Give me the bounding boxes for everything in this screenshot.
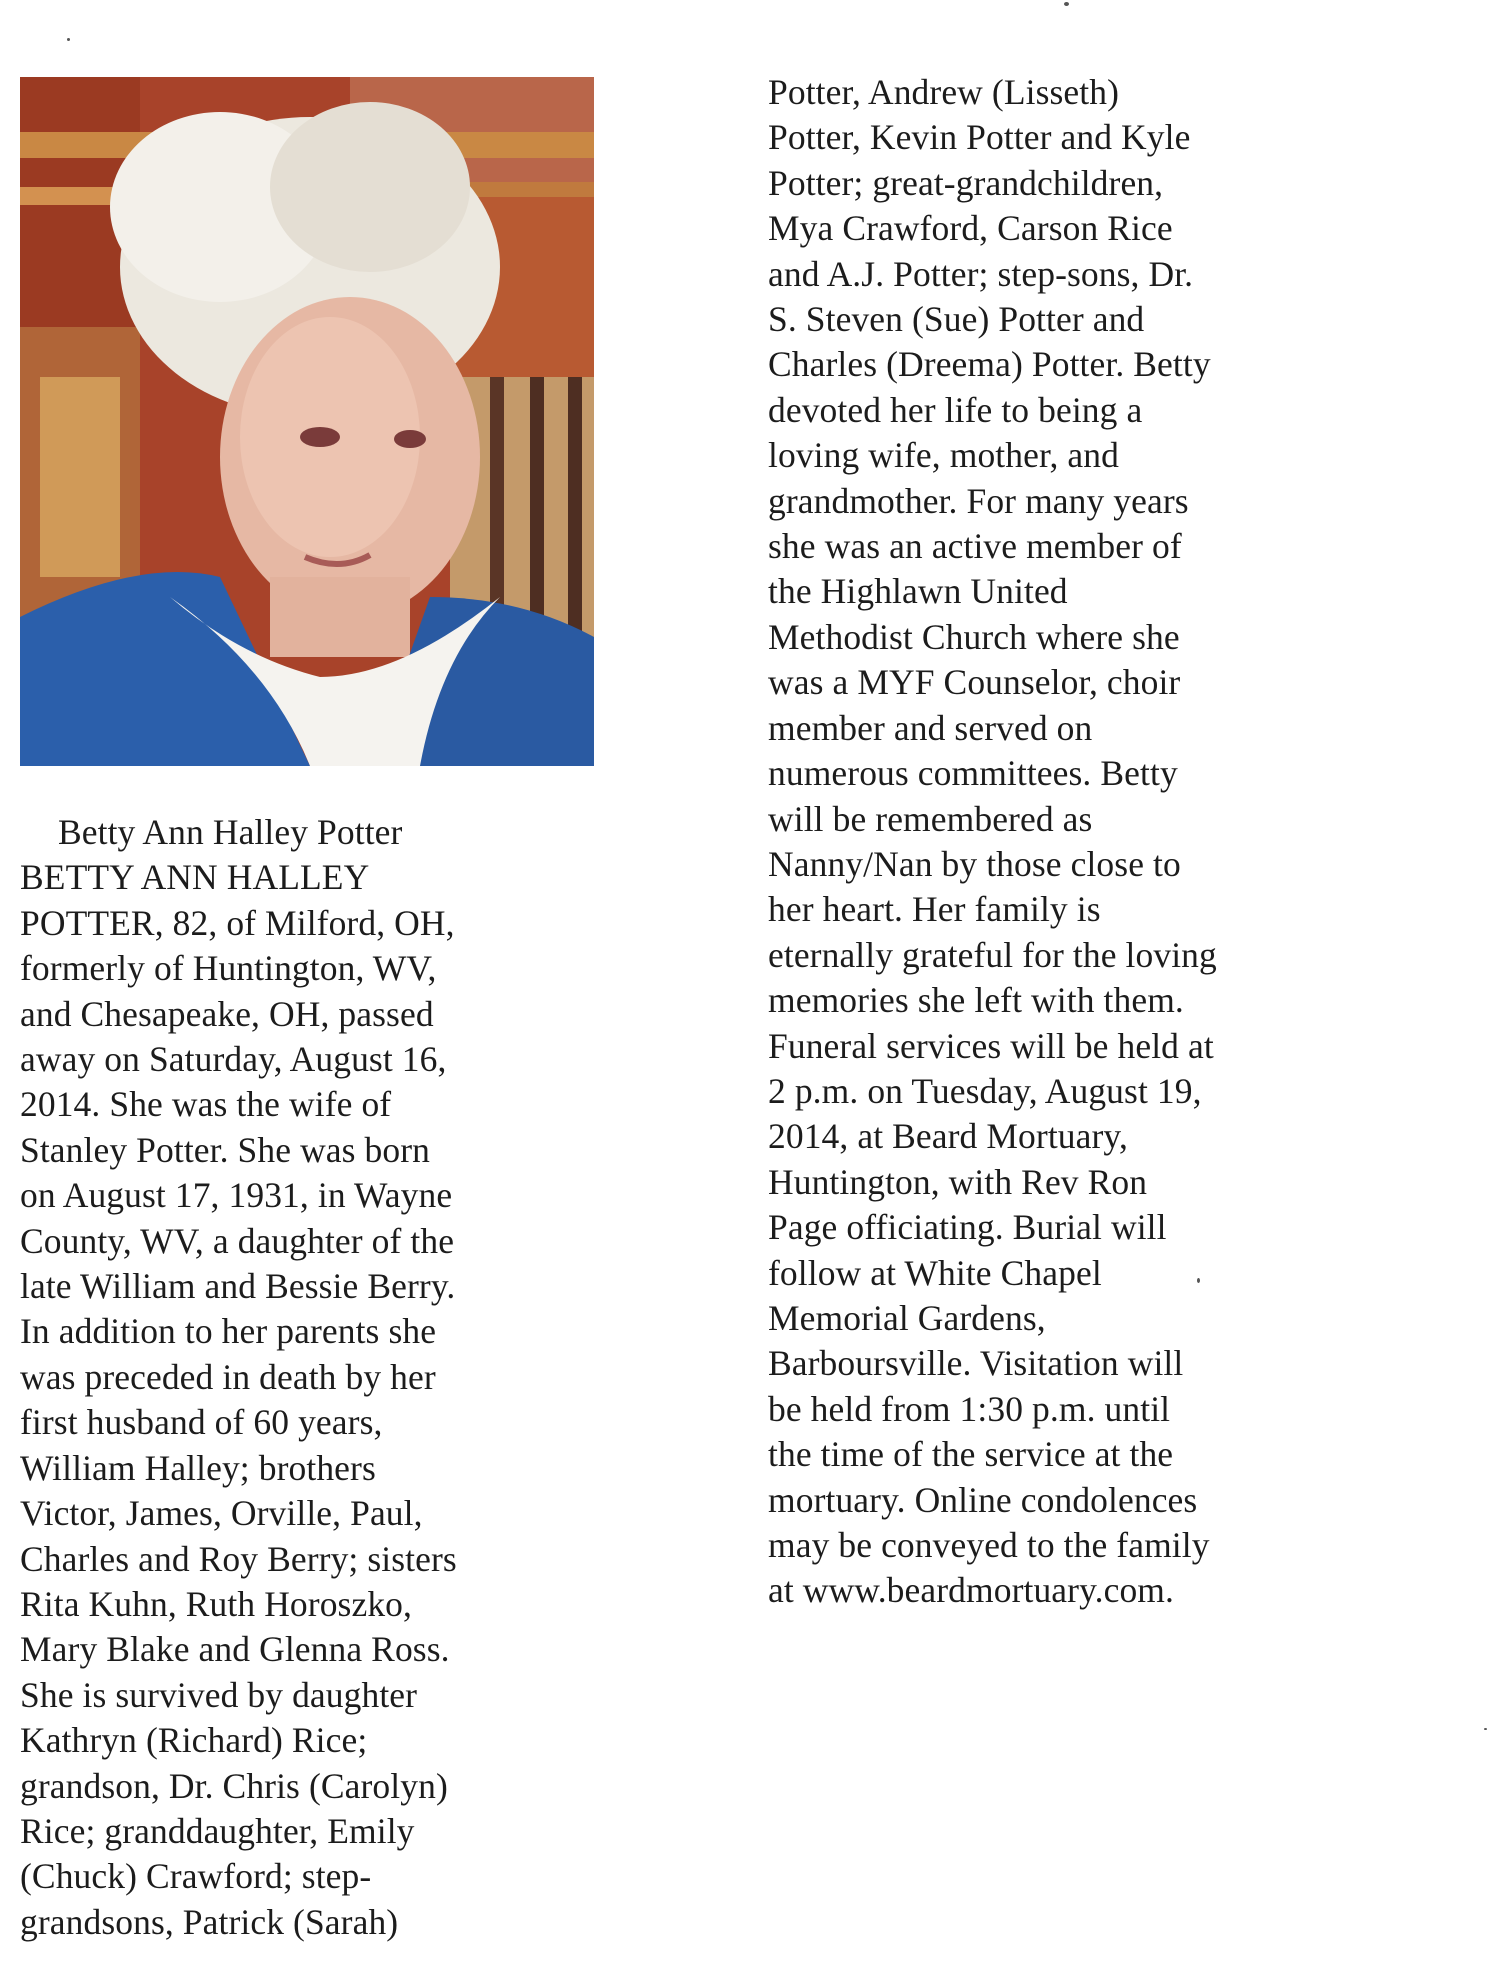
scan-speck: [67, 38, 70, 41]
text-line: Funeral services will be held at: [768, 1025, 1214, 1066]
text-line: Rice; granddaughter, Emily: [20, 1810, 415, 1851]
text-line: Potter, Kevin Potter and Kyle: [768, 117, 1191, 158]
text-line: Methodist Church where she: [768, 616, 1180, 657]
text-line: was a MYF Counselor, choir: [768, 662, 1181, 703]
text-line: late William and Bessie Berry.: [20, 1266, 456, 1307]
text-line: Page officiating. Burial will: [768, 1207, 1167, 1248]
portrait-photo: [20, 77, 594, 766]
text-line: grandsons, Patrick (Sarah): [20, 1901, 399, 1942]
scan-speck: [1484, 1728, 1487, 1730]
text-line: be held from 1:30 p.m. until: [768, 1388, 1171, 1429]
text-line: Memorial Gardens,: [768, 1297, 1046, 1338]
text-line: Stanley Potter. She was born: [20, 1129, 431, 1170]
text-line: on August 17, 1931, in Wayne: [20, 1175, 453, 1216]
text-line: her heart. Her family is: [768, 889, 1101, 930]
text-line: and A.J. Potter; step-sons, Dr.: [768, 253, 1194, 294]
text-line: she was an active member of: [768, 526, 1182, 567]
text-line: eternally grateful for the loving: [768, 934, 1217, 975]
text-line: Charles (Dreema) Potter. Betty: [768, 344, 1211, 385]
text-line: memories she left with them.: [768, 980, 1184, 1021]
portrait-photo-icon: [20, 77, 594, 766]
text-line: the time of the service at the: [768, 1434, 1174, 1475]
text-line: first husband of 60 years,: [20, 1402, 383, 1443]
obituary-column-right: [768, 70, 1217, 1614]
text-line: follow at White Chapel: [768, 1252, 1102, 1293]
text-line: 2014, at Beard Mortuary,: [768, 1116, 1128, 1157]
text-line: Mya Crawford, Carson Rice: [768, 208, 1173, 249]
text-line: POTTER, 82, of Milford, OH,: [20, 902, 455, 943]
text-line: Barboursville. Visitation will: [768, 1343, 1184, 1384]
text-line: Potter, Andrew (Lisseth): [768, 72, 1119, 112]
text-line: Charles and Roy Berry; sisters: [20, 1538, 457, 1579]
text-line: numerous committees. Betty: [768, 753, 1178, 794]
text-line: was preceded in death by her: [20, 1356, 436, 1397]
text-line: S. Steven (Sue) Potter and: [768, 299, 1145, 340]
text-line: loving wife, mother, and: [768, 435, 1119, 476]
text-line: Kathryn (Richard) Rice;: [20, 1720, 368, 1761]
scan-speck: [1197, 1278, 1200, 1283]
obituary-heading: Betty Ann Halley Potter: [58, 812, 403, 852]
text-line: BETTY ANN HALLEY: [20, 857, 370, 898]
text-line: the Highlawn United: [768, 571, 1068, 612]
text-line: will be remembered as: [768, 798, 1093, 839]
text-line: away on Saturday, August 16,: [20, 1039, 447, 1080]
text-line: (Chuck) Crawford; step-: [20, 1856, 372, 1897]
text-line: In addition to her parents she: [20, 1311, 437, 1352]
text-line: Rita Kuhn, Ruth Horoszko,: [20, 1583, 412, 1624]
text-line: mortuary. Online condolences: [768, 1479, 1198, 1520]
text-line: member and served on: [768, 707, 1093, 748]
text-line: Nanny/Nan by those close to: [768, 843, 1181, 884]
text-line: at www.beardmortuary.com.: [768, 1570, 1175, 1611]
obituary-column-left: [20, 810, 457, 1945]
text-line: grandson, Dr. Chris (Carolyn): [20, 1765, 448, 1806]
text-line: Victor, James, Orville, Paul,: [20, 1493, 423, 1534]
text-line: devoted her life to being a: [768, 389, 1143, 430]
text-line: She is survived by daughter: [20, 1674, 418, 1715]
text-line: may be conveyed to the family: [768, 1525, 1210, 1565]
text-line: Potter; great-grandchildren,: [768, 162, 1164, 203]
text-line: grandmother. For many years: [768, 480, 1189, 521]
text-line: County, WV, a daughter of the: [20, 1220, 455, 1261]
text-line: formerly of Huntington, WV,: [20, 948, 437, 989]
text-line: and Chesapeake, OH, passed: [20, 993, 434, 1034]
text-line: 2014. She was the wife of: [20, 1084, 392, 1125]
text-line: Mary Blake and Glenna Ross.: [20, 1629, 450, 1670]
text-line: Huntington, with Rev Ron: [768, 1161, 1148, 1202]
text-line: William Halley; brothers: [20, 1447, 376, 1488]
scan-speck: [1064, 2, 1069, 6]
text-line: 2 p.m. on Tuesday, August 19,: [768, 1070, 1202, 1111]
